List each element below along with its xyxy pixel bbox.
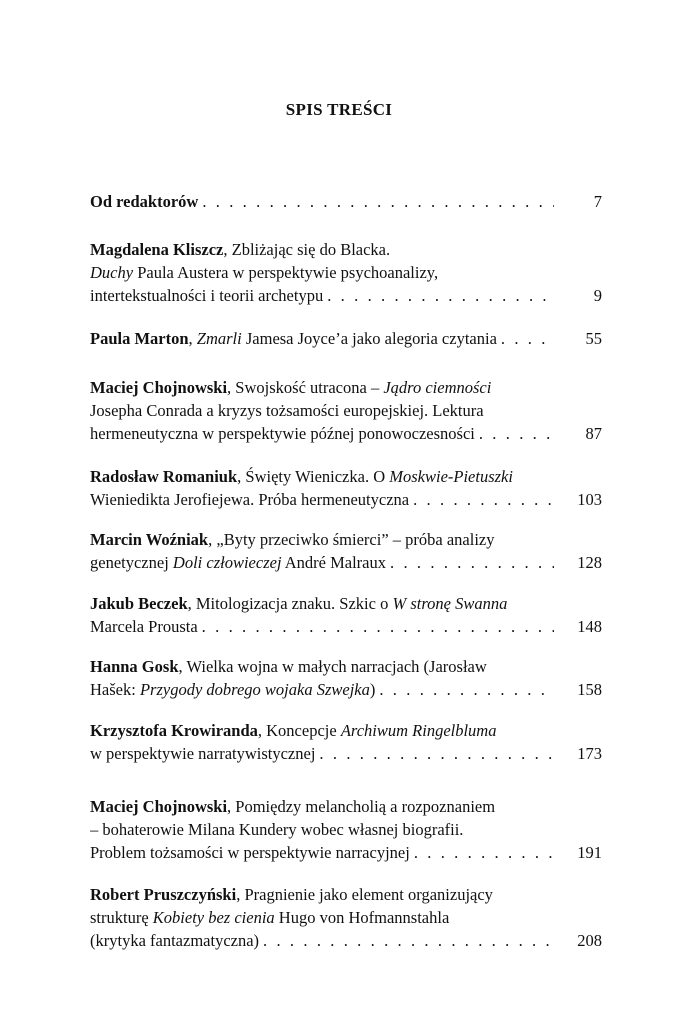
toc-work-title: W stronę Swanna bbox=[392, 594, 508, 613]
toc-entry-line bbox=[90, 190, 602, 213]
toc-entry[interactable] bbox=[90, 655, 602, 701]
toc-entry-text bbox=[90, 678, 375, 701]
toc-page-number: 103 bbox=[577, 490, 602, 509]
dot-leader bbox=[327, 284, 554, 307]
toc-page-number: 128 bbox=[577, 553, 602, 572]
dot-leader bbox=[479, 422, 554, 445]
toc-author: Od redaktorów bbox=[90, 192, 199, 211]
toc-author: Maciej Chojnowski bbox=[90, 378, 228, 397]
toc-page-number: 158 bbox=[577, 680, 602, 699]
toc-author: Paula Marton bbox=[90, 329, 189, 348]
toc-segment: strukturę bbox=[90, 908, 153, 927]
toc-entry-line bbox=[90, 795, 602, 818]
toc-entry-text bbox=[90, 841, 410, 864]
toc-segment: , Koncepcje bbox=[257, 721, 341, 740]
toc-entry-line bbox=[90, 883, 602, 906]
toc-entry-line bbox=[90, 399, 602, 422]
toc-entry-text bbox=[90, 327, 497, 350]
toc-segment: André Malraux bbox=[281, 553, 387, 572]
toc-entry-text bbox=[90, 401, 484, 420]
toc-segment: , Święty Wieniczka. O bbox=[237, 467, 390, 486]
toc-entry-line bbox=[90, 284, 602, 307]
toc-entry-line bbox=[90, 238, 602, 261]
toc-work-title: Zmarli bbox=[196, 329, 242, 348]
toc-entry-text bbox=[90, 615, 198, 638]
toc-page-number: 191 bbox=[577, 843, 602, 862]
toc-segment: Jamesa Joyce’a jako alegoria czytania bbox=[241, 329, 497, 348]
toc-entry-text bbox=[90, 263, 438, 282]
toc-work-title: Kobiety bez cienia bbox=[152, 908, 275, 927]
toc-work-title: Doli człowieczej bbox=[172, 553, 282, 572]
toc-entry-line bbox=[90, 742, 602, 765]
toc-entry-text bbox=[90, 378, 491, 397]
toc-entry[interactable] bbox=[90, 592, 602, 638]
toc-entry-text bbox=[90, 885, 493, 904]
toc-segment: Wieniedikta Jerofiejewa. Próba hermeneutyczna bbox=[90, 490, 410, 509]
toc-author: Krzysztofa Krowiranda bbox=[90, 721, 258, 740]
toc-segment: Hašek: bbox=[90, 680, 140, 699]
toc-work-title: Jądro ciemności bbox=[383, 378, 492, 397]
toc-author: Jakub Beczek bbox=[90, 594, 188, 613]
toc-entry-text bbox=[90, 721, 496, 740]
toc-segment: – bohaterowie Milana Kundery wobec własnej biografii. bbox=[90, 820, 464, 839]
toc-entry-line bbox=[90, 376, 602, 399]
toc-entry[interactable] bbox=[90, 465, 602, 511]
toc-entry-line bbox=[90, 615, 602, 638]
dot-leader bbox=[319, 742, 554, 765]
dot-leader bbox=[263, 929, 554, 952]
toc-entry-text bbox=[90, 820, 463, 839]
toc-entry-line bbox=[90, 655, 602, 678]
toc-segment: hermeneutyczna w perspektywie późnej ponowoczesności bbox=[90, 424, 475, 443]
toc-entry-text bbox=[90, 797, 495, 816]
toc-entry-line bbox=[90, 841, 602, 864]
toc-entry-line bbox=[90, 465, 602, 488]
toc-segment: , Pomiędzy melancholią a rozpoznaniem bbox=[227, 797, 496, 816]
toc-work-title: Przygody dobrego wojaka Szwejka bbox=[139, 680, 370, 699]
toc-entry-text bbox=[90, 240, 390, 259]
toc-entry-line bbox=[90, 528, 602, 551]
toc-segment: Problem tożsamości w perspektywie narracyjnej bbox=[90, 843, 410, 862]
toc-author: Marcin Woźniak bbox=[90, 530, 209, 549]
toc-work-title: Archiwum Ringelbluma bbox=[340, 721, 497, 740]
toc-entry-text bbox=[90, 929, 259, 952]
toc-author: Hanna Gosk bbox=[90, 657, 179, 676]
toc-page-number: 208 bbox=[577, 931, 602, 950]
toc-segment: genetycznej bbox=[90, 553, 173, 572]
toc-author: Radosław Romaniuk bbox=[90, 467, 238, 486]
toc-segment: intertekstualności i teorii archetypu bbox=[90, 286, 324, 305]
toc-segment: , Zbliżając się do Blacka. bbox=[223, 240, 391, 259]
toc-page-number: 87 bbox=[585, 424, 602, 443]
toc-entry-text bbox=[90, 422, 475, 445]
toc-entry-line bbox=[90, 551, 602, 574]
toc-entry[interactable] bbox=[90, 883, 602, 952]
toc-entry-text bbox=[90, 657, 487, 676]
toc-segment: , bbox=[188, 329, 197, 348]
toc-entry-text bbox=[90, 908, 449, 927]
toc-segment: Hugo von Hofmannstahla bbox=[274, 908, 450, 927]
toc-entry-text bbox=[90, 742, 315, 765]
toc-segment: , Pragnienie jako element organizujący bbox=[236, 885, 493, 904]
dot-leader bbox=[414, 841, 554, 864]
dot-leader bbox=[202, 190, 554, 213]
dot-leader bbox=[413, 488, 554, 511]
toc-work-title: Moskwie-Pietuszki bbox=[389, 467, 513, 486]
toc-entry[interactable] bbox=[90, 327, 602, 350]
toc-entry[interactable] bbox=[90, 376, 602, 445]
toc-page-number: 55 bbox=[585, 329, 602, 348]
toc-entry-text bbox=[90, 190, 198, 213]
toc-segment: (krytyka fantazmatyczna) bbox=[90, 931, 260, 950]
toc-entry-line bbox=[90, 719, 602, 742]
toc-segment: , Mitologizacja znaku. Szkic o bbox=[187, 594, 393, 613]
toc-entry[interactable] bbox=[90, 719, 602, 765]
toc-entry-line bbox=[90, 261, 602, 284]
toc-segment: , „Byty przeciwko śmierci” – próba analizy bbox=[208, 530, 495, 549]
toc-author: Maciej Chojnowski bbox=[90, 797, 228, 816]
toc-segment: Josepha Conrada a kryzys tożsamości europejskiej. Lektura bbox=[90, 401, 484, 420]
dot-leader bbox=[390, 551, 554, 574]
toc-entry-line bbox=[90, 906, 602, 929]
toc-segment: Paula Austera w perspektywie psychoanalizy, bbox=[133, 263, 439, 282]
toc-author: Robert Pruszczyński bbox=[90, 885, 237, 904]
dot-leader bbox=[202, 615, 554, 638]
toc-entry-line bbox=[90, 818, 602, 841]
toc-segment: , Swojskość utracona – bbox=[227, 378, 384, 397]
toc-work-title: Duchy bbox=[90, 263, 134, 282]
toc-entry-line bbox=[90, 929, 602, 952]
toc-entry[interactable] bbox=[90, 238, 602, 307]
toc-entry-text bbox=[90, 594, 507, 613]
toc-page-number: 148 bbox=[577, 617, 602, 636]
toc-entry[interactable] bbox=[90, 190, 602, 213]
toc-entry-line bbox=[90, 678, 602, 701]
toc-entry-line bbox=[90, 488, 602, 511]
toc-entry-line bbox=[90, 592, 602, 615]
toc-page-number: 173 bbox=[577, 744, 602, 763]
toc-entry[interactable] bbox=[90, 528, 602, 574]
toc-entry-text bbox=[90, 551, 386, 574]
page-title: SPIS TREŚCI bbox=[285, 100, 393, 119]
toc-entry-text bbox=[90, 488, 409, 511]
dot-leader bbox=[379, 678, 554, 701]
toc-entry[interactable] bbox=[90, 795, 602, 864]
toc-page-number: 7 bbox=[593, 192, 602, 211]
toc-entry-line bbox=[90, 422, 602, 445]
dot-leader bbox=[501, 327, 554, 350]
toc-entry-line bbox=[90, 327, 602, 350]
toc-segment: Marcela Prousta bbox=[90, 617, 198, 636]
toc-page-number: 9 bbox=[593, 286, 602, 305]
toc-segment: , Wielka wojna w małych narracjach (Jarosław bbox=[178, 657, 487, 676]
toc-segment: ) bbox=[369, 680, 376, 699]
toc-entry-text bbox=[90, 284, 323, 307]
toc-entry-text bbox=[90, 467, 513, 486]
toc-segment: w perspektywie narratywistycznej bbox=[90, 744, 316, 763]
toc-entry-text bbox=[90, 530, 494, 549]
toc-author: Magdalena Kliszcz bbox=[90, 240, 224, 259]
